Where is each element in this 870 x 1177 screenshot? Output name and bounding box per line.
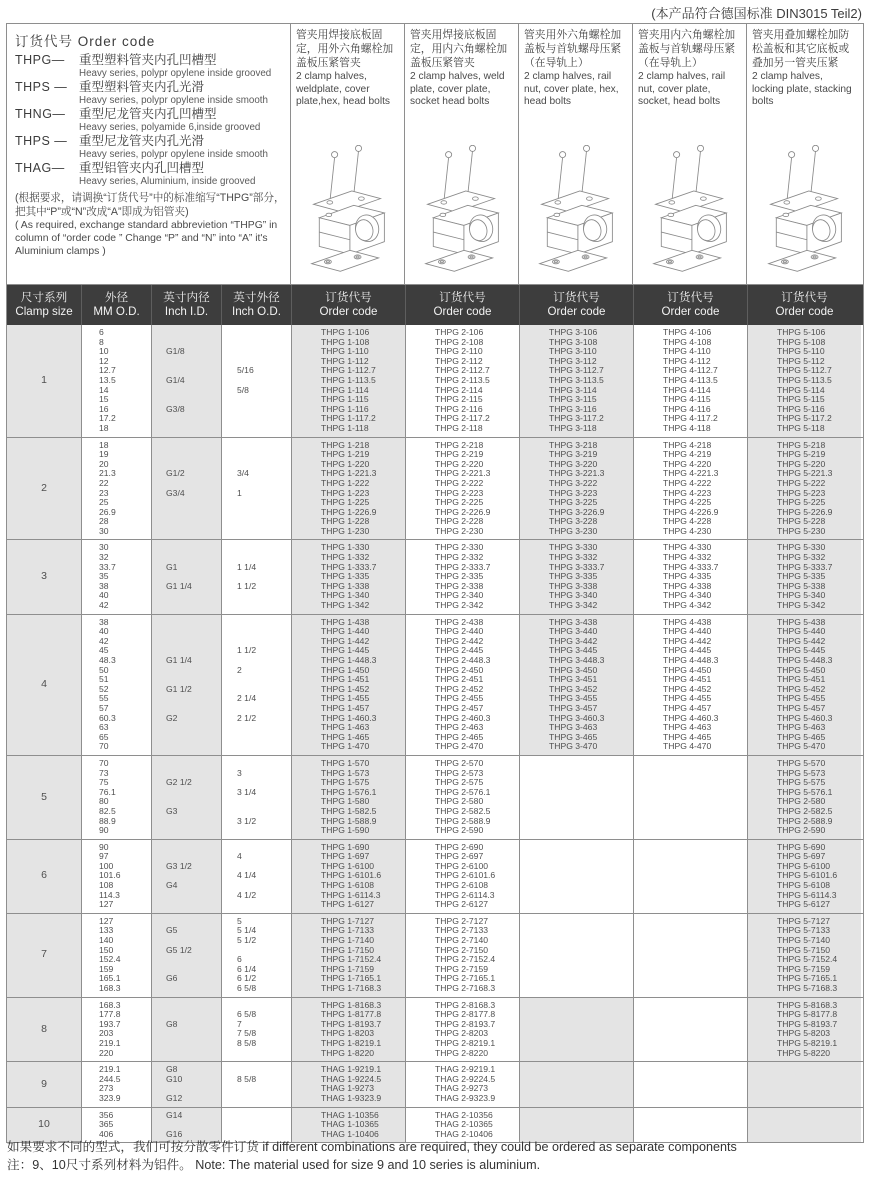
- legend-item-code: THAG—: [15, 161, 65, 175]
- legend-item-code: THPG—: [15, 53, 65, 67]
- order-code-cell-5: THPG 5-8168.3 THPG 5-8177.8 THPG 5-8193.7 THPG 5-8203 THPG 5-8219.1 THPG 5-8220: [747, 998, 861, 1062]
- order-code-cell-2: THPG 2-8168.3 THPG 2-8177.8 THPG 2-8193.7 THPG 2-8203 THPG 2-8219.1 THPG 2-8220: [405, 998, 519, 1062]
- variant-column-5: [747, 24, 861, 284]
- column-header: 订货代号 Order code: [747, 285, 861, 325]
- clamp-size-cell: 1: [7, 325, 81, 437]
- column-header: 订货代号 Order code: [291, 285, 405, 325]
- order-code-cell-1: THPG 1-330 THPG 1-332 THPG 1-333.7 THPG 1-335 THPG 1-338 THPG 1-340 THPG 1-342: [291, 540, 405, 613]
- variant-description-cn: 管夹用焊接底板固定，用外六角螺栓加盖板压紧管夹: [296, 29, 394, 69]
- mm-od-cell: 18 19 20 21.3 22 23 25 26.9 28 30: [81, 438, 151, 540]
- column-header: 英寸外径 Inch O.D.: [221, 285, 291, 325]
- mm-od-cell: 127 133 140 150 152.4 159 165.1 168.3: [81, 914, 151, 997]
- inch-od-cell: 5/16 5/8: [221, 325, 291, 437]
- size-block-7: [7, 913, 863, 997]
- order-code-cell-3: [519, 1062, 633, 1106]
- clamp-assembly-drawing-icon: [410, 108, 514, 282]
- order-code-cell-2: THPG 2-690 THPG 2-697 THPG 2-6100 THPG 2-6101.6 THPG 2-6108 THPG 2-6114.3 THPG 2-6127: [405, 840, 519, 913]
- legend-item: [15, 80, 285, 106]
- inch-od-cell: 3 3 1/4 3 1/2: [221, 756, 291, 839]
- content-frame: [6, 23, 864, 1143]
- clamp-size-cell: 5: [7, 756, 81, 839]
- footer-note-combinations: 如果要求不同的型式，我们可按分散零件订货 if different combinations are required, they could be ordered as separate components: [7, 1140, 737, 1154]
- order-code-cell-3: [519, 756, 633, 839]
- order-code-cell-2: THPG 2-330 THPG 2-332 THPG 2-333.7 THPG 2-335 THPG 2-338 THPG 2-340 THPG 2-342: [405, 540, 519, 613]
- order-code-cell-5: THPG 5-106 THPG 5-108 THPG 5-110 THPG 5-112 THPG 5-112.7 THPG 5-113.5 THPG 5-114 THPG 5-115 THPG 5-116 THPG 5-117.2 THPG 5-118: [747, 325, 861, 437]
- clamp-size-cell: 3: [7, 540, 81, 613]
- variant-description-cn: 管夹用焊接底板固定，用内六角螺栓加盖板压紧管夹: [410, 29, 508, 69]
- size-block-5: [7, 755, 863, 839]
- legend-note-en: ( As required, exchange standard abbrevietion “THPG” in column of “order code ” Change “P” and “N” into “A” it's Aluminium clamps ): [15, 220, 278, 257]
- size-block-4: [7, 614, 863, 755]
- inch-od-cell: 6 5/8 7 7 5/8 8 5/8: [221, 998, 291, 1062]
- order-code-cell-5: THPG 5-7127 THPG 5-7133 THPG 5-7140 THPG 5-7150 THPG 5-7152.4 THPG 5-7159 THPG 5-7165.1 THPG 5-7168.3: [747, 914, 861, 997]
- legend-item-en: Heavy series, polyamide 6,inside grooved: [79, 122, 261, 133]
- order-code-cell-4: [633, 1108, 747, 1143]
- legend-item-code: THPS —: [15, 80, 68, 94]
- table-body: [7, 325, 863, 1142]
- order-code-cell-3: THPG 3-330 THPG 3-332 THPG 3-333.7 THPG 3-335 THPG 3-338 THPG 3-340 THPG 3-342: [519, 540, 633, 613]
- order-code-cell-5: THPG 5-218 THPG 5-219 THPG 5-220 THPG 5-221.3 THPG 5-222 THPG 5-223 THPG 5-225 THPG 5-226.9 THPG 5-228 THPG 5-230: [747, 438, 861, 540]
- variant-column-2: [405, 24, 519, 284]
- order-code-cell-2: THPG 2-106 THPG 2-108 THPG 2-110 THPG 2-112 THPG 2-112.7 THPG 2-113.5 THPG 2-114 THPG 2-115 THPG 2-116 THPG 2-117.2 THPG 2-118: [405, 325, 519, 437]
- mm-od-cell: 30 32 33.7 35 38 40 42: [81, 540, 151, 613]
- clamp-assembly-drawing-icon: [524, 108, 628, 282]
- clamp-size-cell: 7: [7, 914, 81, 997]
- order-code-cell-4: THPG 4-330 THPG 4-332 THPG 4-333.7 THPG 4-335 THPG 4-338 THPG 4-340 THPG 4-342: [633, 540, 747, 613]
- clamp-size-cell: 4: [7, 615, 81, 755]
- legend-item-code: THNG—: [15, 107, 66, 121]
- order-code-cell-4: THPG 4-438 THPG 4-440 THPG 4-442 THPG 4-445 THPG 4-448.3 THPG 4-450 THPG 4-451 THPG 4-452 THPG 4-455 THPG 4-457 THPG 4-460.3 THPG 4-463 THPG 4-465 THPG 4-470: [633, 615, 747, 755]
- inch-id-cell: G2 1/2 G3: [151, 756, 221, 839]
- legend-note-cn: (根据要求，请调换“订货代号”中的标准缩写“THPG”部分，把其中“P”或“N”改成“A”即成为铝管夹): [15, 192, 285, 218]
- legend-item-en: Heavy series, polypr opylene inside smooth: [79, 95, 268, 106]
- mm-od-cell: 6 8 10 12 12.7 13.5 14 15 16 17.2 18: [81, 325, 151, 437]
- size-block-1: [7, 325, 863, 437]
- column-header: 订货代号 Order code: [633, 285, 747, 325]
- order-code-cell-1: THAG 1-9219.1 THAG 1-9224.5 THAG 1-9273 THAG 1-9323.9: [291, 1062, 405, 1106]
- inch-id-cell: G14 G16: [151, 1108, 221, 1143]
- order-code-cell-5: [747, 1108, 861, 1143]
- inch-od-cell: 1 1/2 2 2 1/4 2 1/2: [221, 615, 291, 755]
- variant-description-en: 2 clamp halves, rail nut, cover plate, socket, head bolts: [638, 71, 726, 107]
- size-block-3: [7, 539, 863, 613]
- size-block-6: [7, 839, 863, 913]
- clamp-size-cell: 2: [7, 438, 81, 540]
- inch-id-cell: G3 1/2 G4: [151, 840, 221, 913]
- inch-id-cell: G1 G1 1/4: [151, 540, 221, 613]
- order-code-cell-4: THPG 4-218 THPG 4-219 THPG 4-220 THPG 4-221.3 THPG 4-222 THPG 4-223 THPG 4-225 THPG 4-226.9 THPG 4-228 THPG 4-230: [633, 438, 747, 540]
- inch-od-cell: 1 1/4 1 1/2: [221, 540, 291, 613]
- order-code-cell-1: THAG 1-10356 THAG 1-10365 THAG 1-10406: [291, 1108, 405, 1143]
- size-block-9: [7, 1061, 863, 1106]
- variant-description-en: 2 clamp halves, rail nut, cover plate, hex, head bolts: [524, 71, 619, 107]
- clamp-size-cell: 6: [7, 840, 81, 913]
- order-code-cell-1: THPG 1-690 THPG 1-697 THPG 1-6100 THPG 1-6101.6 THPG 1-6108 THPG 1-6114.3 THPG 1-6127: [291, 840, 405, 913]
- order-code-cell-3: THPG 3-438 THPG 3-440 THPG 3-442 THPG 3-445 THPG 3-448.3 THPG 3-450 THPG 3-451 THPG 3-452 THPG 3-455 THPG 3-457 THPG 3-460.3 THPG 3-463 THPG 3-465 THPG 3-470: [519, 615, 633, 755]
- order-code-cell-4: [633, 840, 747, 913]
- mm-od-cell: 38 40 42 45 48.3 50 51 52 55 57 60.3 63 65 70: [81, 615, 151, 755]
- footer-notes: [7, 1139, 737, 1174]
- clamp-size-cell: 8: [7, 998, 81, 1062]
- mm-od-cell: 219.1 244.5 273 323.9: [81, 1062, 151, 1106]
- inch-od-cell: [221, 1108, 291, 1143]
- mm-od-cell: 70 73 75 76.1 80 82.5 88.9 90: [81, 756, 151, 839]
- column-header: 尺寸系列 Clamp size: [15, 291, 73, 318]
- inch-id-cell: G1/2 G3/4: [151, 438, 221, 540]
- legend-item: [15, 161, 285, 187]
- column-header: 英寸内径 Inch I.D.: [151, 285, 221, 325]
- order-code-cell-1: THPG 1-218 THPG 1-219 THPG 1-220 THPG 1-221.3 THPG 1-222 THPG 1-223 THPG 1-225 THPG 1-226.9 THPG 1-228 THPG 1-230: [291, 438, 405, 540]
- din-standard-note: (本产品符合德国标准 DIN3015 Teil2): [651, 6, 862, 21]
- inch-id-cell: G5 G5 1/2 G6: [151, 914, 221, 997]
- size-block-2: [7, 437, 863, 540]
- legend-item-en: Heavy series, Aluminium, inside grooved: [79, 176, 256, 187]
- clamp-assembly-drawing-icon: [638, 108, 742, 282]
- inch-id-cell: G1 1/4 G1 1/2 G2: [151, 615, 221, 755]
- legend-item: [15, 53, 285, 79]
- variant-column-4: [633, 24, 747, 284]
- legend-item-cn: 重型尼龙管夹内孔光滑: [79, 134, 205, 148]
- order-code-cell-3: THPG 3-218 THPG 3-219 THPG 3-220 THPG 3-221.3 THPG 3-222 THPG 3-223 THPG 3-225 THPG 3-226.9 THPG 3-228 THPG 3-230: [519, 438, 633, 540]
- order-code-cell-3: THPG 3-106 THPG 3-108 THPG 3-110 THPG 3-112 THPG 3-112.7 THPG 3-113.5 THPG 3-114 THPG 3-115 THPG 3-116 THPG 3-117.2 THPG 3-118: [519, 325, 633, 437]
- order-code-cell-4: [633, 914, 747, 997]
- order-code-cell-1: THPG 1-7127 THPG 1-7133 THPG 1-7140 THPG 1-7150 THPG 1-7152.4 THPG 1-7159 THPG 1-7165.1 THPG 1-7168.3: [291, 914, 405, 997]
- variant-description-cn: 管夹用外六角螺栓加盖板与首轨螺母压紧（在导轨上）: [524, 29, 622, 69]
- mm-od-cell: 168.3 177.8 193.7 203 219.1 220: [81, 998, 151, 1062]
- legend-item-cn: 重型塑料管夹内孔凹槽型: [79, 53, 217, 67]
- footer-note-material: 注：9、10尺寸系列材料为铝件。 Note: The material used for size 9 and 10 series is aluminium.: [7, 1157, 541, 1172]
- clamp-assembly-drawing-icon: [752, 108, 857, 282]
- legend-items: [15, 53, 285, 187]
- order-code-cell-3: [519, 1108, 633, 1143]
- order-code-cell-3: [519, 998, 633, 1062]
- legend-item: [15, 107, 285, 133]
- order-code-cell-3: [519, 840, 633, 913]
- legend-item-en: Heavy series, polypr opylene inside smooth: [79, 149, 268, 160]
- inch-id-cell: G8: [151, 998, 221, 1062]
- mm-od-cell: 90 97 100 101.6 108 114.3 127: [81, 840, 151, 913]
- variant-description-cn: 管夹用叠加螺栓加防松盖板和其它底板或叠加另一管夹压紧: [752, 29, 850, 69]
- variant-column-3: [519, 24, 633, 284]
- variant-description-cn: 管夹用内六角螺栓加盖板与首轨螺母压紧（在导轨上）: [638, 29, 736, 69]
- order-code-cell-5: [747, 1062, 861, 1106]
- column-header: 订货代号 Order code: [519, 285, 633, 325]
- size-block-10: [7, 1107, 863, 1143]
- order-code-cell-1: THPG 1-106 THPG 1-108 THPG 1-110 THPG 1-112 THPG 1-112.7 THPG 1-113.5 THPG 1-114 THPG 1-115 THPG 1-116 THPG 1-117.2 THPG 1-118: [291, 325, 405, 437]
- legend-item-cn: 重型塑料管夹内孔光滑: [79, 80, 205, 94]
- variant-description-en: 2 clamp halves, weld plate, cover plate, socket head bolts: [410, 71, 505, 107]
- order-code-cell-2: THPG 2-218 THPG 2-219 THPG 2-220 THPG 2-221.3 THPG 2-222 THPG 2-223 THPG 2-225 THPG 2-226.9 THPG 2-228 THPG 2-230: [405, 438, 519, 540]
- legend-item-code: THPS —: [15, 134, 68, 148]
- order-code-cell-1: THPG 1-570 THPG 1-573 THPG 1-575 THPG 1-576.1 THPG 1-580 THPG 1-582.5 THPG 1-588.9 THPG 1-590: [291, 756, 405, 839]
- legend-item-cn: 重型铝管夹内孔凹槽型: [79, 161, 205, 175]
- inch-od-cell: 4 4 1/4 4 1/2: [221, 840, 291, 913]
- order-code-cell-4: [633, 998, 747, 1062]
- mm-od-cell: 356 365 406: [81, 1108, 151, 1143]
- inch-id-cell: G8 G10 G12: [151, 1062, 221, 1106]
- column-header: 订货代号 Order code: [405, 285, 519, 325]
- clamp-assembly-drawing-icon: [296, 108, 400, 282]
- clamp-size-cell: 10: [7, 1108, 81, 1143]
- top-section: [7, 24, 863, 284]
- clamp-size-cell: 9: [7, 1062, 81, 1106]
- variant-column-1: [291, 24, 405, 284]
- legend-title: 订货代号 Order code: [15, 34, 156, 49]
- order-code-cell-2: THPG 2-7127 THPG 2-7133 THPG 2-7140 THPG 2-7150 THPG 2-7152.4 THPG 2-7159 THPG 2-7165.1 THPG 2-7168.3: [405, 914, 519, 997]
- order-code-cell-5: THPG 5-438 THPG 5-440 THPG 5-442 THPG 5-445 THPG 5-448.3 THPG 5-450 THPG 5-451 THPG 5-452 THPG 5-455 THPG 5-457 THPG 5-460.3 THPG 5-463 THPG 5-465 THPG 5-470: [747, 615, 861, 755]
- inch-od-cell: 5 5 1/4 5 1/2 6 6 1/4 6 1/2 6 5/8: [221, 914, 291, 997]
- order-code-cell-2: THPG 2-570 THPG 2-573 THPG 2-575 THPG 2-576.1 THPG 2-580 THPG 2-582.5 THPG 2-588.9 THPG 2-590: [405, 756, 519, 839]
- order-code-cell-2: THAG 2-9219.1 THAG 2-9224.5 THAG 2-9273 THAG 2-9323.9: [405, 1062, 519, 1106]
- order-code-legend: [7, 24, 291, 284]
- variant-description-en: 2 clamp halves, locking plate, stacking bolts: [752, 71, 852, 107]
- order-code-cell-3: [519, 914, 633, 997]
- table-header-row: [7, 284, 863, 325]
- column-header: 外径 MM O.D.: [81, 285, 151, 325]
- inch-od-cell: 3/4 1: [221, 438, 291, 540]
- order-code-cell-5: THPG 5-570 THPG 5-573 THPG 5-575 THPG 5-576.1 THPG 2-580 THPG 2-582.5 THPG 2-588.9 THPG 2-590: [747, 756, 861, 839]
- order-code-cell-4: THPG 4-106 THPG 4-108 THPG 4-110 THPG 4-112 THPG 4-112.7 THPG 4-113.5 THPG 4-114 THPG 4-115 THPG 4-116 THPG 4-117.2 THPG 4-118: [633, 325, 747, 437]
- legend-item: [15, 134, 285, 160]
- size-block-8: [7, 997, 863, 1062]
- legend-item-cn: 重型尼龙管夹内孔凹槽型: [79, 107, 217, 121]
- order-code-cell-2: THAG 2-10356 THAG 2-10365 THAG 2-10406: [405, 1108, 519, 1143]
- variant-description-en: 2 clamp halves, weldplate, cover plate,hex, head bolts: [296, 71, 391, 107]
- order-code-cell-5: THPG 5-690 THPG 5-697 THPG 5-6100 THPG 5-6101.6 THPG 5-6108 THPG 5-6114.3 THPG 5-6127: [747, 840, 861, 913]
- order-code-cell-1: THPG 1-438 THPG 1-440 THPG 1-442 THPG 1-445 THPG 1-448.3 THPG 1-450 THPG 1-451 THPG 1-452 THPG 1-455 THPG 1-457 THPG 1-460.3 THPG 1-463 THPG 1-465 THPG 1-470: [291, 615, 405, 755]
- legend-item-en: Heavy series, polypr opylene inside grooved: [79, 68, 272, 79]
- order-code-cell-4: [633, 1062, 747, 1106]
- order-code-cell-2: THPG 2-438 THPG 2-440 THPG 2-442 THPG 2-445 THPG 2-448.3 THPG 2-450 THPG 2-451 THPG 2-452 THPG 2-455 THPG 2-457 THPG 2-460.3 THPG 2-463 THPG 2-465 THPG 2-470: [405, 615, 519, 755]
- order-code-cell-1: THPG 1-8168.3 THPG 1-8177.8 THPG 1-8193.7 THPG 1-8203 THPG 1-8219.1 THPG 1-8220: [291, 998, 405, 1062]
- order-code-cell-5: THPG 5-330 THPG 5-332 THPG 5-333.7 THPG 5-335 THPG 5-338 THPG 5-340 THPG 5-342: [747, 540, 861, 613]
- inch-od-cell: 8 5/8: [221, 1062, 291, 1106]
- inch-id-cell: G1/8 G1/4 G3/8: [151, 325, 221, 437]
- order-code-cell-4: [633, 756, 747, 839]
